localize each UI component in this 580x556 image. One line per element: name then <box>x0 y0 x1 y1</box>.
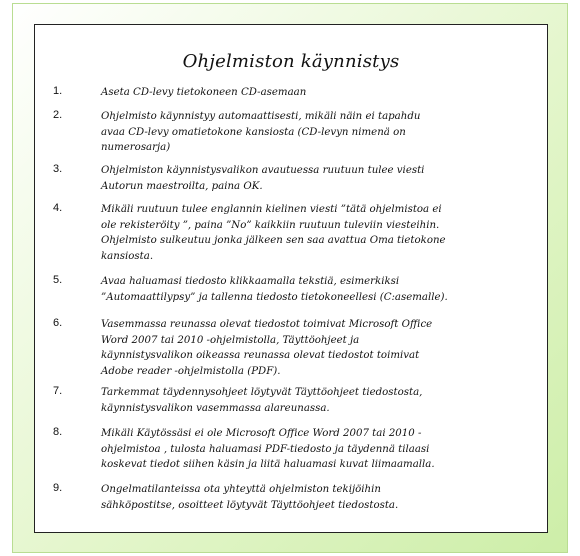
step-number: 4. <box>53 202 63 214</box>
step-text: Ongelmatilanteissa ota yhteyttä ohjelmiston tekijöihin sähköpostitse, osoitteet löytyvät Täyttöohjeet tiedostosta. <box>101 484 399 511</box>
green-gradient-frame <box>12 3 568 553</box>
step-number: 9. <box>53 482 63 494</box>
step-number: 1. <box>53 85 63 97</box>
step-number: 6. <box>53 317 63 329</box>
step-text: Mikäli ruutuun tulee englannin kielinen viesti ”tätä ohjelmistoa ei ole rekisteröity ”, paina ”No” kaikkiin ruutuun tuleviin viesteihin. Ohjelmisto sulkeutuu jonka jälkeen sen saa avattua Oma tietokone kansiosta. <box>101 204 446 262</box>
step-text: Ohjelmisto käynnistyy automaattisesti, mikäli näin ei tapahdu avaa CD-levy omatietokone kansiosta (CD-levyn nimenä on numerosarja) <box>101 111 421 153</box>
document-title: Ohjelmiston käynnistys <box>182 51 400 72</box>
step-number: 2. <box>53 109 63 121</box>
step-number: 3. <box>53 163 63 175</box>
step-text: Mikäli Käytössäsi ei ole Microsoft Office Word 2007 tai 2010 - ohjelmistoa , tulosta haluamasi PDF-tiedosto ja täydennä tilaasi koskevat tiedot siihen käsin ja liitä haluamasi kuvat liimaamalla. <box>101 428 435 470</box>
step-text: Aseta CD-levy tietokoneen CD-asemaan <box>101 87 307 98</box>
instruction-document <box>34 24 548 533</box>
step-text: Tarkemmat täydennysohjeet löytyvät Täyttöohjeet tiedostosta, käynnistysvalikon vasemmassa alareunassa. <box>101 387 423 414</box>
step-text: Ohjelmiston käynnistysvalikon avautuessa ruutuun tulee viesti Autorun maestroilta, paina OK. <box>101 165 425 192</box>
step-number: 7. <box>53 385 63 397</box>
step-text: Avaa haluamasi tiedosto klikkaamalla tekstiä, esimerkiksi ”Automaattilypsy” ja tallenna tiedosto tietokoneellesi (C:asemalle). <box>101 276 448 303</box>
step-number: 5. <box>53 274 63 286</box>
step-text: Vasemmassa reunassa olevat tiedostot toimivat Microsoft Office Word 2007 tai 2010 -ohjelmistolla, Täyttöohjeet ja käynnistysvalikon oikeassa reunassa olevat tiedostot toimivat Adobe reader -ohjelmistolla (PDF). <box>101 319 433 377</box>
step-number: 8. <box>53 426 63 438</box>
